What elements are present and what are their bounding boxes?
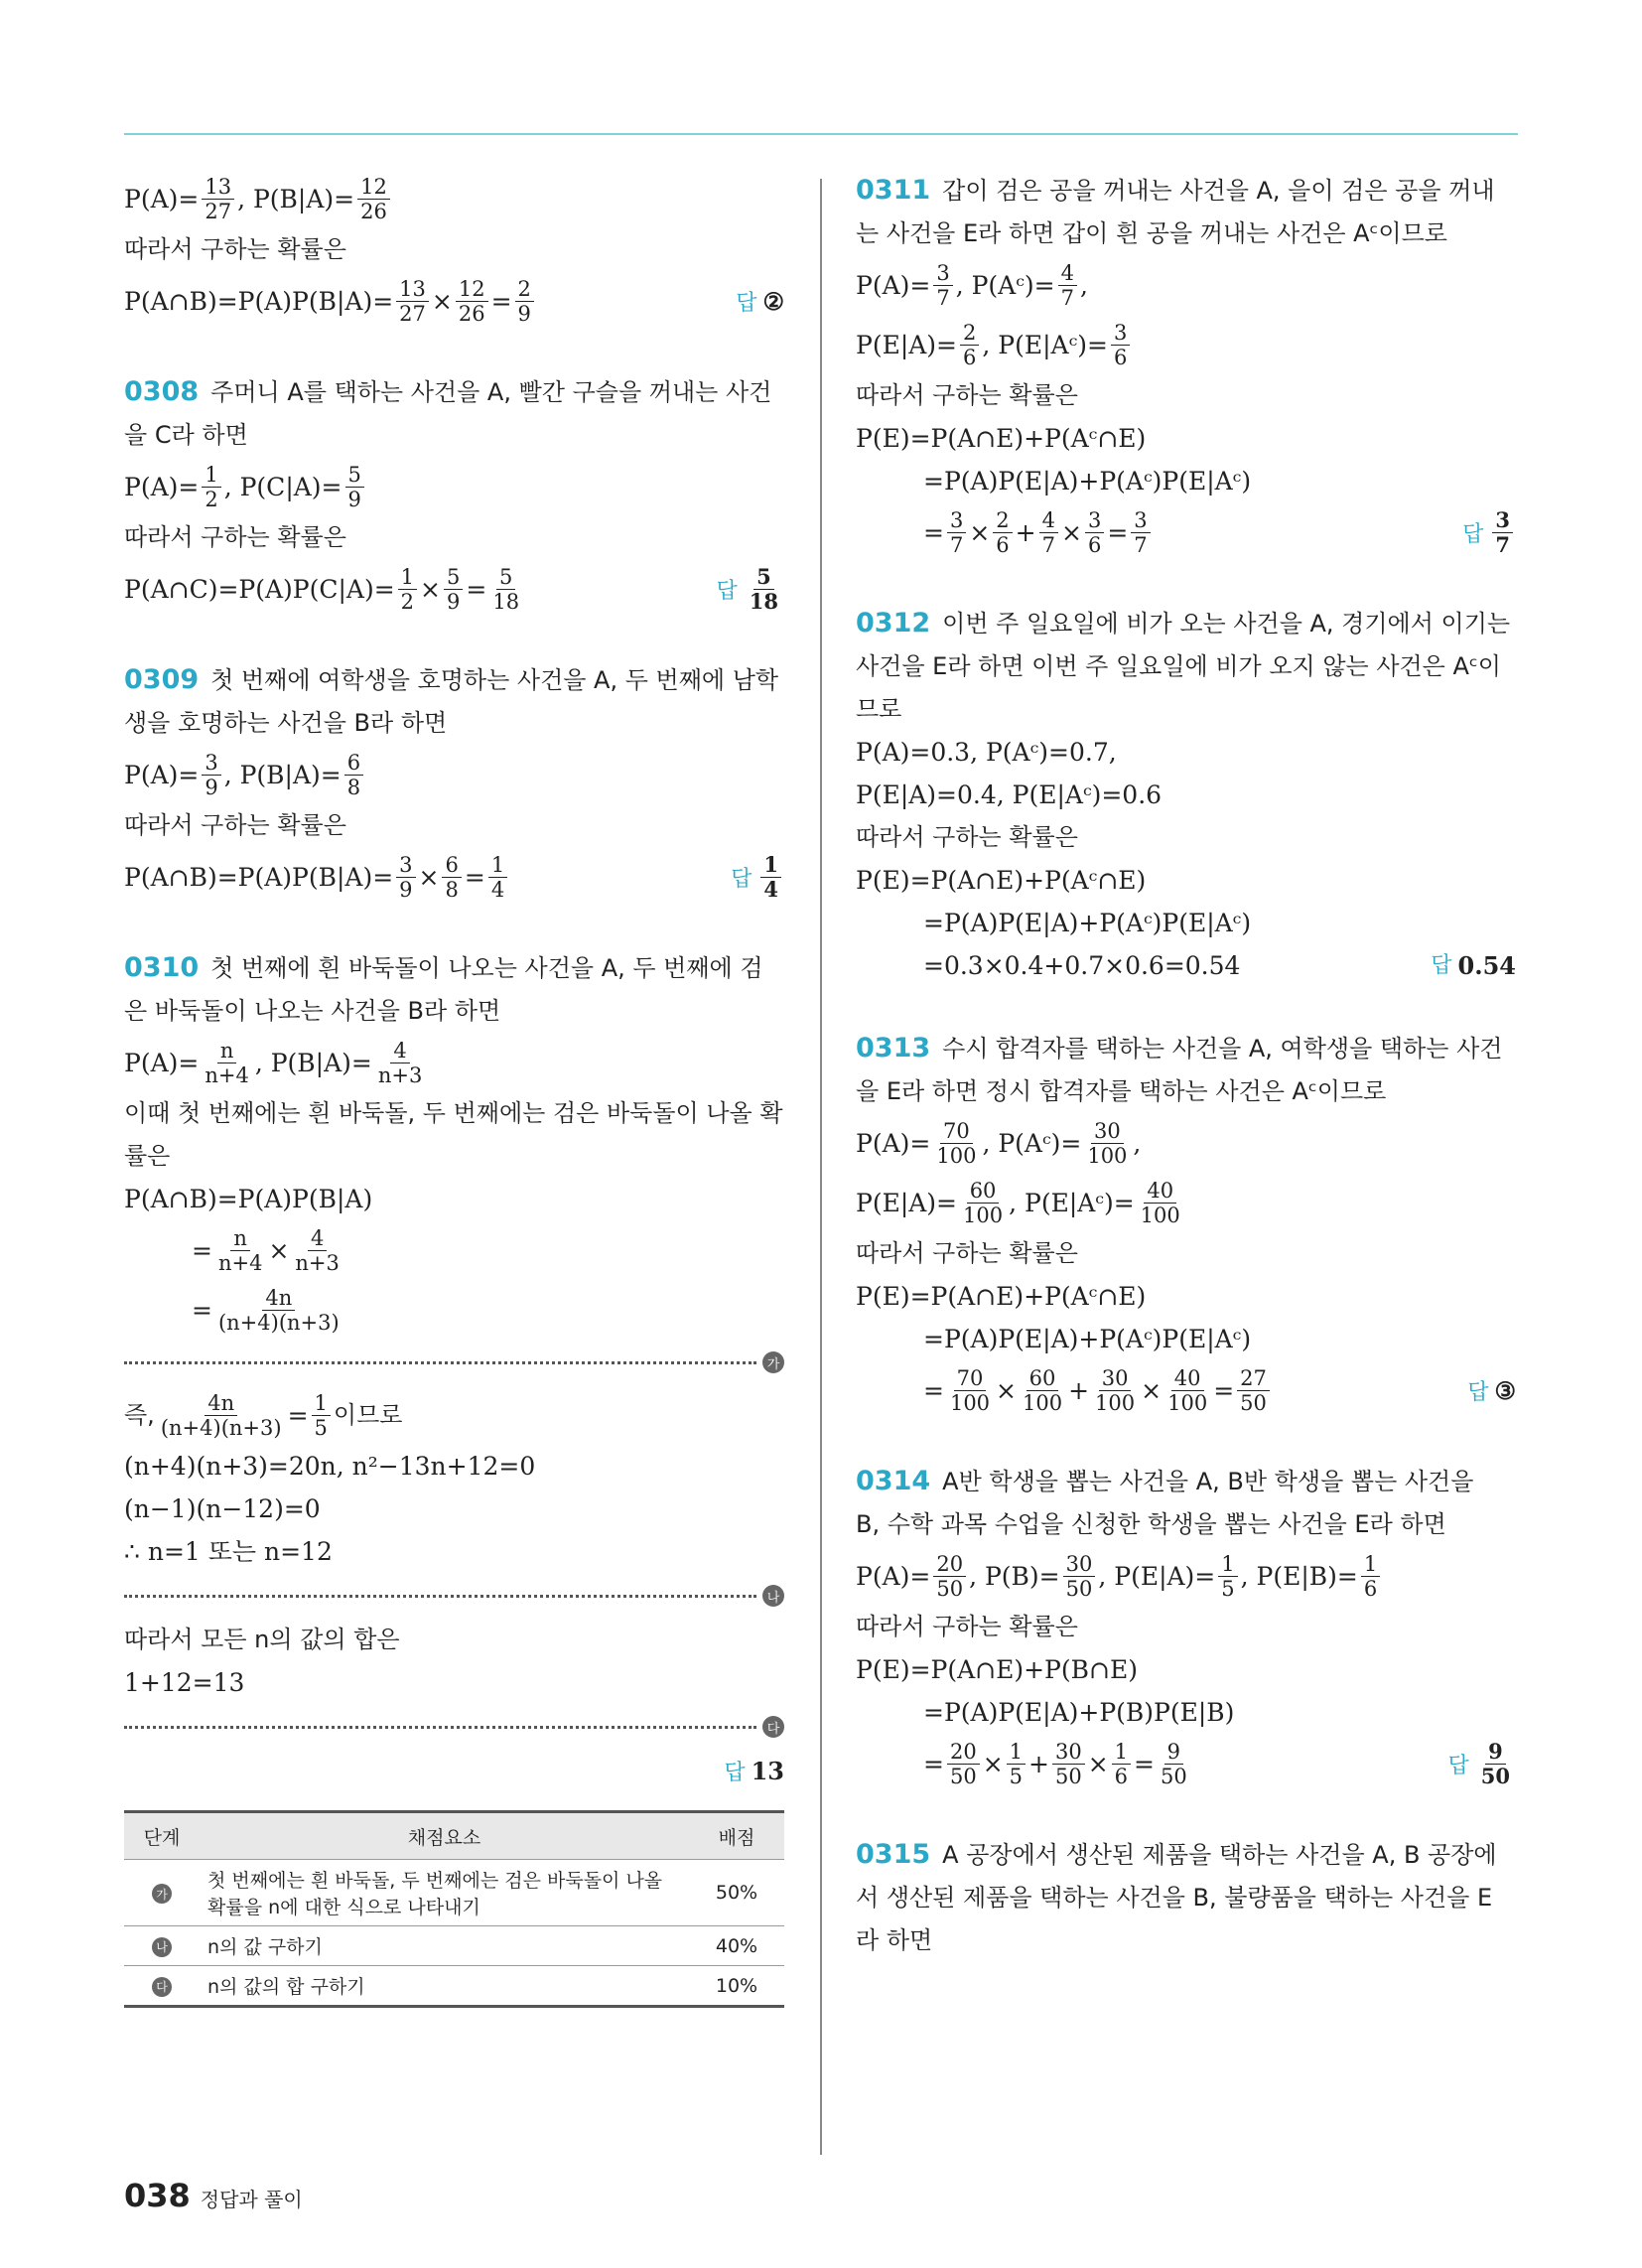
equation: P(A)= $\frac{13}{27}$ , P(B|A)= $\frac{12}{26}$ <box>124 169 784 228</box>
problem-0308: 0308 주머니 A를 택하는 사건을 A, 빨간 구슬을 꺼내는 사건 을 C라 하면 P(A)= $\frac{1}{2}$ , P(C|A)= $\frac{5}{9}$ 따라서 구하는 확률은 P(A∩C)=P(A)P(C|A)= $\frac{1}{2}$ × $\frac{5}{9}$ = $\frac{5}{18}$ 답 $\frac{5}{18}$ <box>124 370 784 619</box>
page-number: 038 <box>124 2177 191 2214</box>
column-divider <box>820 179 822 2155</box>
equation: = $\frac{3}{7}$ × $\frac{2}{6}$ + $\frac{4}{7}$ × $\frac{3}{6}$ = $\frac{3}{7}$ 답 $\frac{3}{7}$ <box>856 502 1516 562</box>
answer: 답 ② <box>736 286 784 316</box>
page-footer <box>124 2177 303 2214</box>
problem-number: 0314 <box>856 1466 931 1496</box>
fraction: $\frac{12}{26}$ <box>357 175 390 223</box>
table-row: 가 첫 번째에는 흰 바둑돌, 두 번째에는 검은 바둑돌이 나올 확률을 n에 대한 식으로 나타내기 50% <box>124 1860 784 1926</box>
header-rule <box>124 133 1518 135</box>
problem-0309: 0309 첫 번째에 여학생을 호명하는 사건을 A, 두 번째에 남학 생을 호명하는 사건을 B라 하면 P(A)= $\frac{3}{9}$ , P(B|A)= $\frac{6}{8}$ 따라서 구하는 확률은 P(A∩B)=P(A)P(B|A)= $\frac{3}{9}$ × $\frac{6}{8}$ = $\frac{1}{4}$ 답 $\frac{1}{4}$ <box>124 658 784 907</box>
equation: P(A)= $\frac{70}{100}$ , P(Aᶜ)= $\frac{30}{100}$ , <box>856 1118 1142 1168</box>
problem-0307-continued <box>124 169 784 331</box>
problem-number: 0313 <box>856 1033 931 1063</box>
problem-number: 0311 <box>856 175 931 206</box>
problem-number: 0315 <box>856 1839 931 1870</box>
problem-0313: 0313 수시 합격자를 택하는 사건을 A, 여학생을 택하는 사건 을 E라 하면 정시 합격자를 택하는 사건은 Aᶜ이므로 P(A)= $\frac{70}{100}$ , P(Aᶜ)= $\frac{30}{100}$ , P(E|A)= $\frac{60}{100}$ , P(E|Aᶜ)= $\frac{40}{100}$ 따라서 구하는 확률은 P(E)=P(A∩E)+P(Aᶜ∩E) =P(A)P(E|A)+P(Aᶜ)P(E|Aᶜ) = $\frac{70}{100}$ × $\frac{60}{100}$ + $\frac{30}{100}$ × $\frac{40}{100}$ = $\frac{27}{50}$ 답 ③ <box>856 1027 1516 1420</box>
equation: P(A∩C)=P(A)P(C|A)= $\frac{1}{2}$ × $\frac{5}{9}$ = $\frac{5}{18}$ 답 $\frac{5}{18}$ <box>124 559 784 619</box>
fraction: $\frac{13}{27}$ <box>202 175 234 223</box>
text-line: 따라서 구하는 확률은 <box>124 235 346 263</box>
answer: 답 13 <box>724 1757 784 1785</box>
equation: P(A)= $\frac{1}{2}$ , P(C|A)= $\frac{5}{9}$ <box>124 457 784 516</box>
equation: P(A∩B)=P(A)P(B|A)= $\frac{13}{27}$ × $\frac{12}{26}$ = $\frac{2}{9}$ 답 ② <box>124 276 784 326</box>
table-row: 나 n의 값 구하기 40% <box>124 1926 784 1966</box>
answer: 답 $\frac{3}{7}$ <box>1462 508 1516 557</box>
answer: 답 $\frac{1}{4}$ <box>731 853 784 902</box>
step-divider <box>124 1716 784 1738</box>
answer: 답 ③ <box>1467 1375 1516 1405</box>
problem-number: 0308 <box>124 376 200 407</box>
step-marker: 나 <box>762 1585 784 1607</box>
step-divider <box>124 1585 784 1607</box>
scoring-table: 단계 채점요소 배점 가 첫 번째에는 흰 바둑돌, 두 번째에는 검은 바둑돌이 나올 확률을 n에 대한 식으로 나타내기 50% 나 n의 값 구하기 40% 다 n의 값의 합 구하기 10% <box>124 1810 784 2008</box>
equation: = $\frac{70}{100}$ × $\frac{60}{100}$ + $\frac{30}{100}$ × $\frac{40}{100}$ = $\frac{27}{50}$ 답 ③ <box>923 1365 1516 1415</box>
right-column <box>856 169 1516 1962</box>
equation: P(A)= $\frac{20}{50}$ , P(B)= $\frac{30}{50}$ , P(E|A)= $\frac{1}{5}$ , P(E|B)= $\frac{1}{6}$ <box>856 1546 1516 1606</box>
equation: P(E|A)= $\frac{2}{6}$ , P(E|Aᶜ)= $\frac{3}{6}$ <box>856 315 1516 374</box>
equation: = $\frac{n}{n+4}$ × $\frac{4}{n+3}$ <box>192 1225 340 1275</box>
problem-0310: 0310 첫 번째에 흰 바둑돌이 나오는 사건을 A, 두 번째에 검 은 바둑돌이 나오는 사건을 B라 하면 P(A)= $\frac{n}{n+4}$ , P(B|A)= $\frac{4}{n+3}$ 이때 첫 번째에는 흰 바둑돌, 두 번째에는 검은 바둑돌이 나올 확 률은 P(A∩B)=P(A)P(B|A) = $\frac{n}{n+4}$ × $\frac{4}{n+3}$ = $\frac{4n}{(n+4)(n+3)}$ 가 즉, $\frac{4n}{(n+4)(n+3)}$ = $\frac{1}{5}$ 이므로 (n+4)(n+3)=20n, n²−13n+12=0 (n−1)(n−12)=0 ∴ n=1 또는 n=12 나 따라서 모든 n의 값의 합은 1+12=13 다 답 13 단계 채점요소 배점 가 첫 번째에는 흰 바둑돌, 두 번째에는 검은 바둑돌이 나올 확률을 n에 대한 식으로 나타내기 50% 나 n의 값 구하기 40% 다 n의 값의 합 구하기 10% <box>124 946 784 2008</box>
problem-0312: 0312 이번 주 일요일에 비가 오는 사건을 A, 경기에서 이기는 사건을 E라 하면 이번 주 일요일에 비가 오지 않는 사건은 Aᶜ이 므로 P(A)=0.3, P(Aᶜ)=0.7, P(E|A)=0.4, P(E|Aᶜ)=0.6 따라서 구하는 확률은 P(E)=P(A∩E)+P(Aᶜ∩E) =P(A)P(E|A)+P(Aᶜ)P(E|Aᶜ) =0.3×0.4+0.7×0.6=0.54 답 0.54 <box>856 608 1516 980</box>
equation: P(A∩B)=P(A)P(B|A)= $\frac{3}{9}$ × $\frac{6}{8}$ = $\frac{1}{4}$ 답 $\frac{1}{4}$ <box>124 847 784 907</box>
left-column <box>124 169 784 2008</box>
step-marker: 가 <box>762 1351 784 1373</box>
table-row: 다 n의 값의 합 구하기 10% <box>124 1966 784 2007</box>
problem-number: 0312 <box>856 608 931 638</box>
equation: 즉, $\frac{4n}{(n+4)(n+3)}$ = $\frac{1}{5}$ 이므로 <box>124 1390 403 1440</box>
answer: 답 0.54 <box>1431 950 1516 980</box>
answer: 답 $\frac{9}{50}$ <box>1447 1738 1510 1788</box>
equation: P(A)= $\frac{3}{9}$ , P(B|A)= $\frac{6}{8}$ <box>124 745 784 804</box>
problem-number: 0310 <box>124 952 200 983</box>
problem-0311: 0311 갑이 검은 공을 꺼내는 사건을 A, 을이 검은 공을 꺼내 는 사건을 E라 하면 갑이 흰 공을 꺼내는 사건은 Aᶜ이므로 P(A)= $\frac{3}{7}$ , P(Aᶜ)= $\frac{4}{7}$ , P(E|A)= $\frac{2}{6}$ , P(E|Aᶜ)= $\frac{3}{6}$ 따라서 구하는 확률은 P(E)=P(A∩E)+P(Aᶜ∩E) =P(A)P(E|A)+P(Aᶜ)P(E|Aᶜ) = $\frac{3}{7}$ × $\frac{2}{6}$ + $\frac{4}{7}$ × $\frac{3}{6}$ = $\frac{3}{7}$ 답 $\frac{3}{7}$ <box>856 169 1516 562</box>
answer: 답 $\frac{5}{18}$ <box>716 563 778 614</box>
step-divider <box>124 1351 784 1373</box>
step-marker: 다 <box>762 1716 784 1738</box>
footer-title: 정답과 풀이 <box>200 2188 303 2211</box>
equation: = $\frac{20}{50}$ × $\frac{1}{5}$ + $\frac{30}{50}$ × $\frac{1}{6}$ = $\frac{9}{50}$ 답 $\frac{9}{50}$ <box>856 1734 1516 1793</box>
problem-number: 0309 <box>124 664 200 695</box>
problem-0315: 0315 A 공장에서 생산된 제품을 택하는 사건을 A, B 공장에 서 생산된 제품을 택하는 사건을 B, 불량품을 택하는 사건을 E 라 하면 <box>856 1839 1497 1954</box>
equation: P(A)= $\frac{3}{7}$ , P(Aᶜ)= $\frac{4}{7}$ , <box>856 260 1088 310</box>
equation: = $\frac{4n}{(n+4)(n+3)}$ <box>192 1285 340 1335</box>
equation: P(A)= $\frac{n}{n+4}$ , P(B|A)= $\frac{4}{n+3}$ <box>124 1038 423 1087</box>
equation: P(E|A)= $\frac{60}{100}$ , P(E|Aᶜ)= $\frac{40}{100}$ <box>856 1178 1180 1227</box>
problem-0314: 0314 A반 학생을 뽑는 사건을 A, B반 학생을 뽑는 사건을 B, 수학 과목 수업을 신청한 학생을 뽑는 사건을 E라 하면 P(A)= $\frac{20}{50}$ , P(B)= $\frac{30}{50}$ , P(E|A)= $\frac{1}{5}$ , P(E|B)= $\frac{1}{6}$ 따라서 구하는 확률은 P(E)=P(A∩E)+P(B∩E) =P(A)P(E|A)+P(B)P(E|B) = $\frac{20}{50}$ × $\frac{1}{5}$ + $\frac{30}{50}$ × $\frac{1}{6}$ = $\frac{9}{50}$ 답 $\frac{9}{50}$ <box>856 1460 1516 1793</box>
